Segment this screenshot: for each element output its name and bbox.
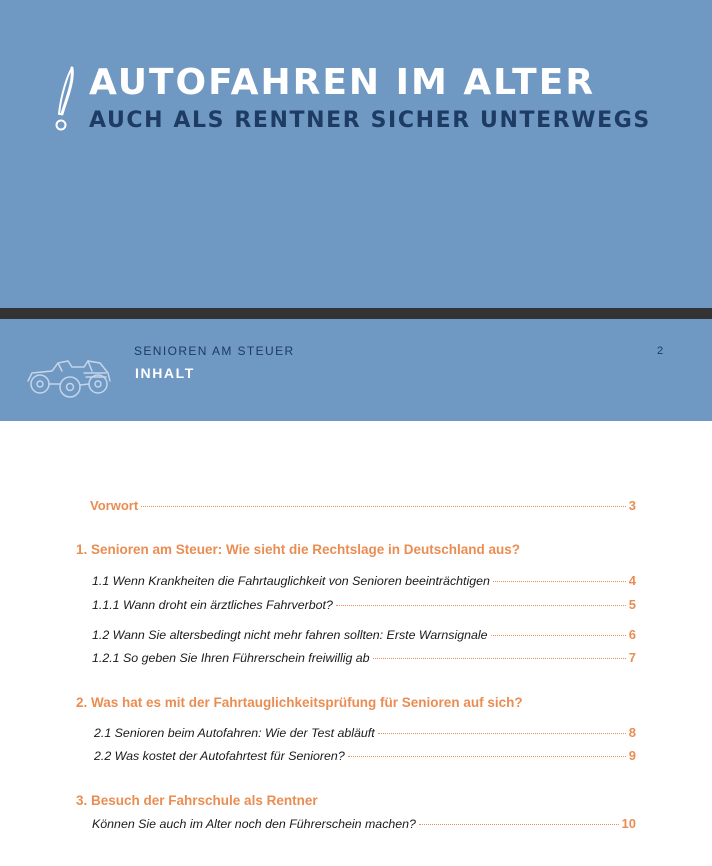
toc-leader-dots bbox=[378, 733, 626, 734]
toc-entry-label: 1.1.1 Wann droht ein ärztliches Fahrverbot? bbox=[92, 598, 333, 612]
toc-entry-page: 4 bbox=[628, 573, 636, 588]
toc-entry[interactable] bbox=[94, 725, 636, 740]
toc-entry-label: 1.2 Wann Sie altersbedingt nicht mehr fahren sollten: Erste Warnsignale bbox=[92, 628, 488, 642]
toc-entry-page: 10 bbox=[621, 816, 636, 831]
toc-entry-page: 7 bbox=[628, 650, 636, 665]
toc-chapter-2-heading[interactable]: 2. Was hat es mit der Fahrtauglichkeitsprüfung für Senioren auf sich? bbox=[76, 695, 523, 710]
toc-entry-label: 2.2 Was kostet der Autofahrtest für Senioren? bbox=[94, 749, 345, 763]
toc-leader-dots bbox=[419, 824, 619, 825]
toc-entry-page: 5 bbox=[628, 597, 636, 612]
toc-entry[interactable] bbox=[94, 748, 636, 763]
cover-title: AUTOFAHREN IM ALTER bbox=[89, 62, 596, 103]
toc-entry-label: 2.1 Senioren beim Autofahren: Wie der Test abläuft bbox=[94, 726, 375, 740]
page-title: INHALT bbox=[135, 365, 195, 381]
page-number: 2 bbox=[656, 345, 664, 357]
toc-entry-page: 8 bbox=[628, 725, 636, 740]
section-label: SENIOREN AM STEUER bbox=[134, 344, 295, 358]
toc-entry[interactable] bbox=[92, 597, 636, 612]
toc-entry[interactable] bbox=[92, 573, 636, 588]
toc-leader-dots bbox=[141, 506, 626, 507]
car-icon bbox=[22, 351, 114, 399]
exclamation-icon bbox=[50, 64, 80, 134]
toc-entry-vorwort[interactable] bbox=[90, 498, 636, 513]
toc-leader-dots bbox=[493, 581, 626, 582]
toc-entry-label: Können Sie auch im Alter noch den Führerschein machen? bbox=[92, 817, 416, 831]
page-divider bbox=[0, 308, 712, 319]
toc-entry[interactable] bbox=[92, 627, 636, 642]
toc-leader-dots bbox=[491, 635, 626, 636]
toc-entry-label: Vorwort bbox=[90, 498, 139, 513]
toc-leader-dots bbox=[336, 605, 626, 606]
page-header bbox=[0, 319, 712, 421]
toc-entry-page: 6 bbox=[628, 627, 636, 642]
toc-entry-label: 1.2.1 So geben Sie Ihren Führerschein freiwillig ab bbox=[92, 651, 370, 665]
toc-leader-dots bbox=[373, 658, 626, 659]
toc-entry[interactable] bbox=[92, 816, 636, 831]
toc-entry-label: 1.1 Wenn Krankheiten die Fahrtauglichkeit von Senioren beeinträchtigen bbox=[92, 574, 490, 588]
toc-chapter-1-heading[interactable]: 1. Senioren am Steuer: Wie sieht die Rechtslage in Deutschland aus? bbox=[76, 542, 520, 557]
toc-entry-page: 9 bbox=[628, 748, 636, 763]
toc-chapter-3-heading[interactable]: 3. Besuch der Fahrschule als Rentner bbox=[76, 793, 318, 808]
toc-entry[interactable] bbox=[92, 650, 636, 665]
toc-leader-dots bbox=[348, 756, 626, 757]
cover-subtitle: AUCH ALS RENTNER SICHER UNTERWEGS bbox=[89, 108, 651, 133]
cover-banner bbox=[0, 0, 712, 308]
toc-entry-page: 3 bbox=[628, 498, 636, 513]
